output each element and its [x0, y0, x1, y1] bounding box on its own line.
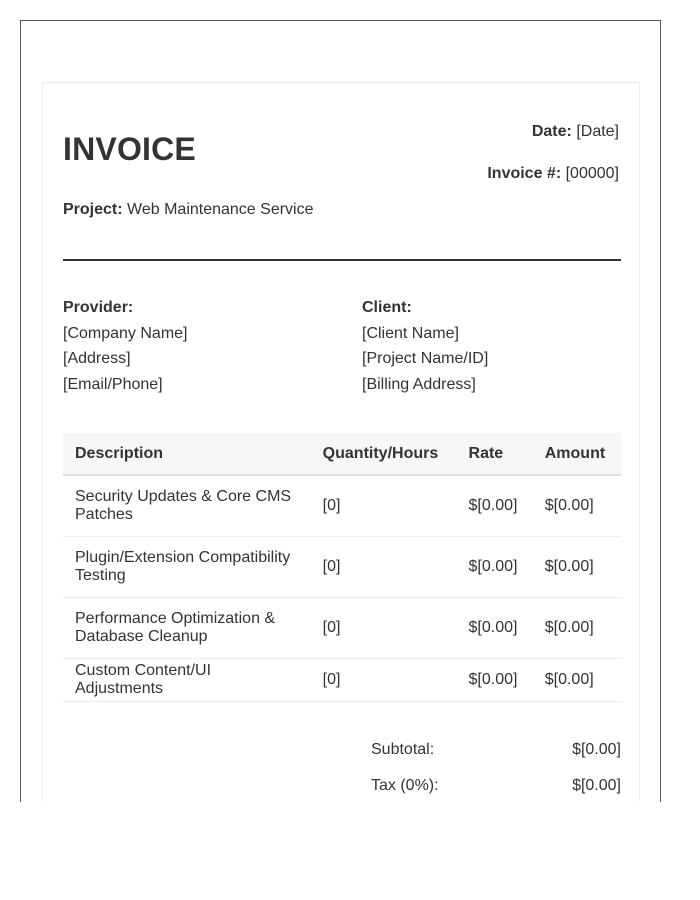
client-billing-address: [Billing Address]: [362, 375, 476, 393]
project-line: [63, 201, 314, 219]
row-description: Security Updates & Core CMS Patches: [63, 475, 311, 537]
invoice-sheet: [42, 82, 640, 802]
subtotal-row: [371, 741, 621, 777]
date-value: [Date]: [576, 123, 619, 140]
row-rate: $[0.00]: [457, 475, 533, 537]
row-rate: $[0.00]: [457, 537, 533, 598]
provider-heading: Provider:: [63, 299, 134, 316]
row-quantity: [0]: [311, 659, 457, 702]
table-header-row: [63, 433, 621, 475]
tax-value: $[0.00]: [572, 777, 621, 794]
invoice-date: [532, 123, 619, 141]
client-heading: Client:: [362, 299, 412, 316]
subtotal-value: $[0.00]: [572, 741, 621, 758]
row-rate: $[0.00]: [457, 598, 533, 659]
project-label: Project:: [63, 201, 123, 218]
header-divider: [63, 259, 621, 261]
client-block: [362, 295, 488, 397]
row-quantity: [0]: [311, 537, 457, 598]
row-description: Plugin/Extension Compatibility Testing: [63, 537, 311, 598]
subtotal-label: Subtotal:: [371, 741, 435, 758]
header-rate: Rate: [457, 433, 533, 475]
table-row: [63, 659, 621, 702]
row-amount: $[0.00]: [533, 537, 621, 598]
date-label: Date:: [531, 123, 572, 140]
project-value: Web Maintenance Service: [127, 201, 314, 218]
totals-block: [371, 741, 621, 802]
header-description: Description: [63, 433, 311, 475]
row-description: Custom Content/UI Adjustments: [63, 659, 311, 702]
line-items-table: [63, 433, 621, 702]
row-quantity: [0]: [311, 475, 457, 537]
client-project: [Project Name/ID]: [362, 350, 489, 367]
table-row: [63, 598, 621, 659]
client-name: [Client Name]: [362, 324, 459, 342]
provider-block: [63, 295, 188, 397]
header-amount: Amount: [533, 433, 621, 475]
provider-contact: [Email/Phone]: [63, 375, 163, 393]
header-quantity: Quantity/Hours: [311, 433, 457, 475]
tax-row: [371, 777, 621, 802]
row-amount: $[0.00]: [533, 475, 621, 537]
row-amount: $[0.00]: [533, 598, 621, 659]
row-description: Performance Optimization & Database Cleanup: [63, 598, 311, 659]
invoice-number: [487, 165, 619, 183]
row-amount: $[0.00]: [533, 659, 621, 702]
row-quantity: [0]: [311, 598, 457, 659]
invoice-number-value: [00000]: [565, 165, 619, 182]
provider-address: [Address]: [63, 350, 131, 367]
tax-label: Tax (0%):: [371, 777, 439, 794]
row-rate: $[0.00]: [457, 659, 533, 702]
table-row: [63, 475, 621, 537]
provider-company: [Company Name]: [63, 324, 188, 342]
invoice-number-label: Invoice #:: [487, 165, 562, 182]
document-frame: [20, 20, 661, 802]
invoice-title: INVOICE: [63, 131, 196, 167]
table-row: [63, 537, 621, 598]
